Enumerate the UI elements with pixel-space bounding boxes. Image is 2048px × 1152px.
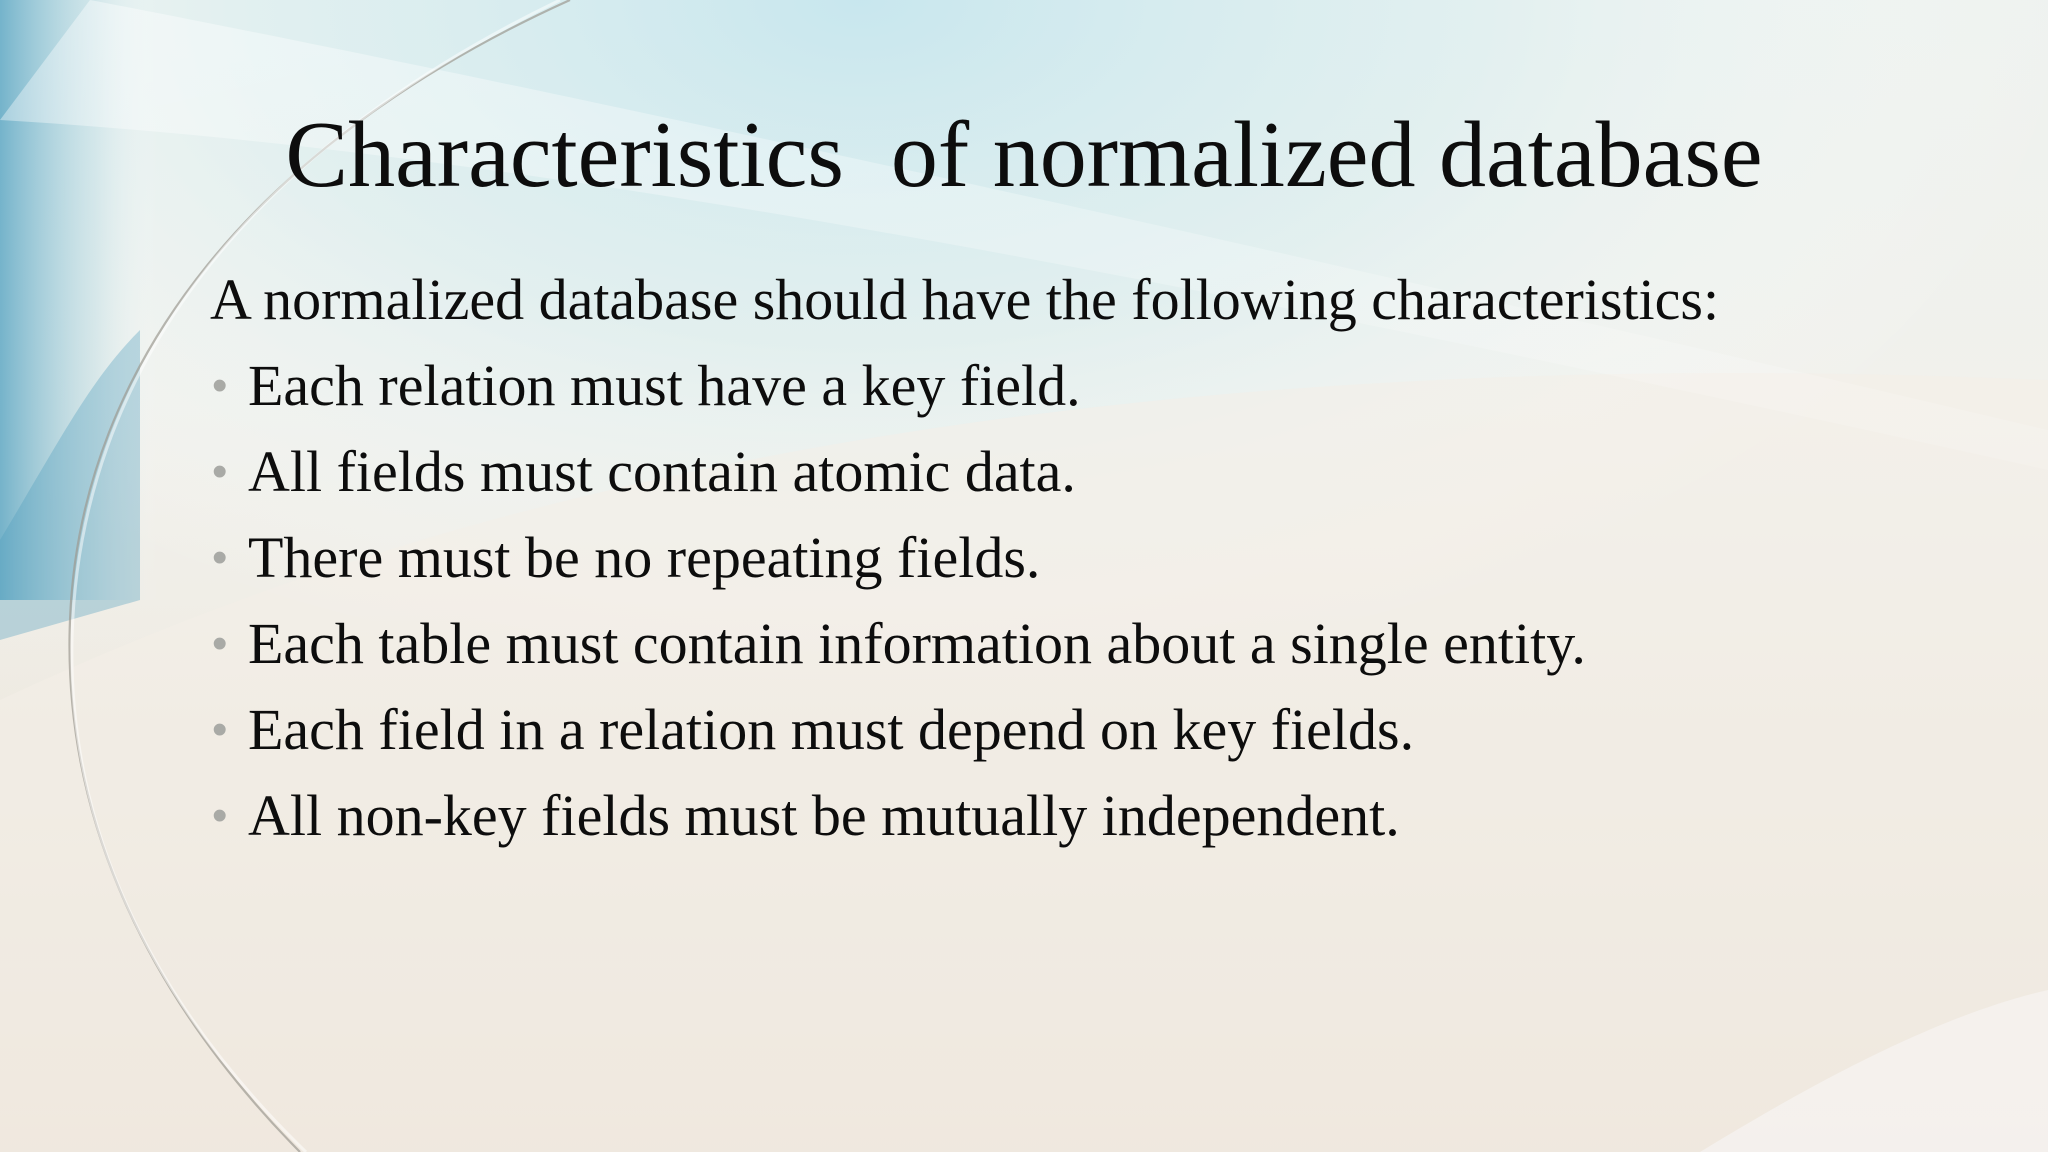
bullet-text: Each table must contain information about a single entity. bbox=[248, 611, 1586, 676]
bullet-text: Each field in a relation must depend on key fields. bbox=[248, 697, 1415, 762]
slide-title: Characteristics of normalized database bbox=[285, 103, 1763, 207]
intro-text: A normalized database should have the following characteristics: bbox=[210, 267, 1720, 332]
bullet-icon: • bbox=[212, 705, 228, 754]
bullet-text: There must be no repeating fields. bbox=[248, 525, 1041, 590]
list-item bbox=[210, 601, 1910, 687]
list-item bbox=[210, 515, 1910, 601]
bullet-text: All non-key fields must be mutually independent. bbox=[248, 783, 1400, 848]
list-item bbox=[210, 687, 1910, 773]
bullet-text: Each relation must have a key field. bbox=[248, 353, 1081, 418]
bullet-icon: • bbox=[212, 619, 228, 668]
bullet-icon: • bbox=[212, 533, 228, 582]
bullet-list bbox=[210, 343, 1910, 859]
list-item bbox=[210, 773, 1910, 859]
bullet-text: All fields must contain atomic data. bbox=[248, 439, 1076, 504]
list-item bbox=[210, 343, 1910, 429]
list-item bbox=[210, 429, 1910, 515]
bullet-icon: • bbox=[212, 791, 228, 840]
slide-body bbox=[210, 257, 1910, 859]
bullet-icon: • bbox=[212, 361, 228, 410]
bullet-icon: • bbox=[212, 447, 228, 496]
